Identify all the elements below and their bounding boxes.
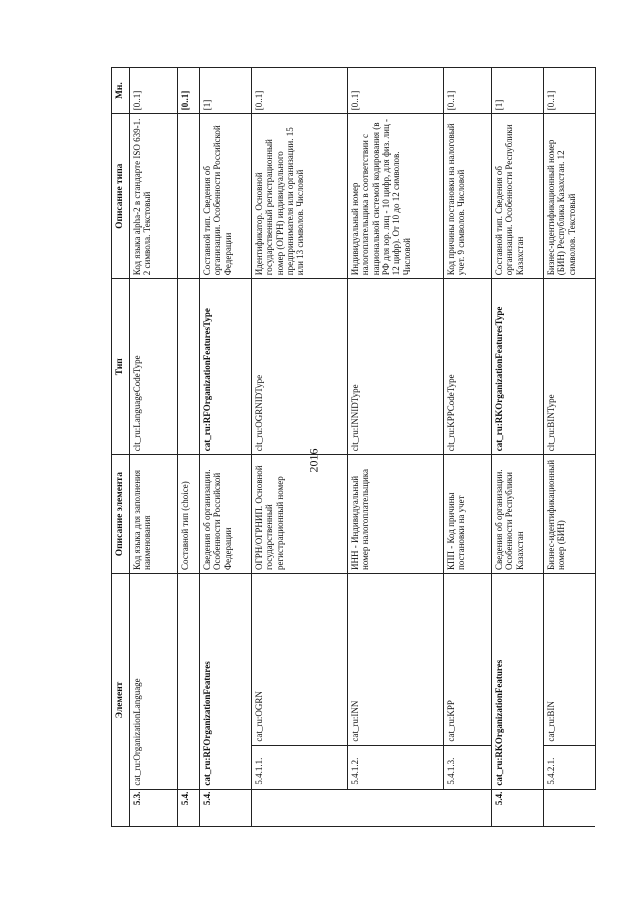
indent-cell <box>443 789 491 826</box>
element-name: cat_ru:BIN <box>543 574 595 746</box>
elements-table <box>111 67 596 827</box>
table-row <box>543 68 595 827</box>
element-name: cat_ru:OGRN <box>251 574 347 746</box>
rotated-content <box>111 67 576 827</box>
element-description: Составной тип (choice) <box>177 455 199 574</box>
type-description: Код причины постановки на налоговый учет. 9 символов. Числовой <box>443 114 491 279</box>
element-name: cat_ru:RFOrganizationFeatures <box>199 574 251 790</box>
multiplicity: [0..1] <box>129 68 177 114</box>
element-name: cat_ru:OrganizationLanguage <box>129 574 177 790</box>
row-number: 5.4.2.1. <box>543 745 595 789</box>
type-name: clt_ru:INNIDType <box>347 279 443 455</box>
type-description: Составной тип. Сведения об организации. Особенности Республики Казахстан <box>491 114 543 279</box>
table-row <box>491 68 543 827</box>
element-description: Сведения об организации. Особенности Республики Казахстан <box>491 455 543 574</box>
multiplicity: [0..1] <box>251 68 347 114</box>
multiplicity: [0..1] <box>347 68 443 114</box>
row-number: 5.4. <box>177 789 199 826</box>
element-name <box>177 574 199 790</box>
element-description: КПП - Код причины постановки на учет <box>443 455 491 574</box>
type-name: cat_ru:RKOrganizationFeaturesType <box>491 279 543 455</box>
type-description: Бизнес-идентификационный номер (БИН) Республика Казахстан. 12 символов. Текстовый <box>543 114 595 279</box>
indent-cell <box>347 789 443 826</box>
header-element: Элемент <box>112 574 130 827</box>
element-description: ОГРН/ОГРНИП. Основной государственный регистрационный номер <box>251 455 347 574</box>
element-name: cat_ru:INN <box>347 574 443 746</box>
type-name: clt_ru:BINType <box>543 279 595 455</box>
type-name <box>177 279 199 455</box>
row-number: 5.4.1.1. <box>251 745 347 789</box>
page-number: 2016 <box>306 448 321 473</box>
element-name: cat_ru:RKOrganizationFeatures <box>491 574 543 790</box>
row-number: 5.4. <box>199 789 251 826</box>
table-row <box>199 68 251 827</box>
header-type: Тип <box>112 279 130 455</box>
type-description: Составной тип. Сведения об организации. Особенности Российской Федерации <box>199 114 251 279</box>
multiplicity: [0..1] <box>543 68 595 114</box>
type-name: clt_ru:LanguageCodeType <box>129 279 177 455</box>
element-name: cat_ru:KPP <box>443 574 491 746</box>
row-number: 5.4. <box>491 789 543 826</box>
table-row <box>129 68 177 827</box>
type-name: clt_ru:OGRNIDType <box>251 279 347 455</box>
multiplicity: [0..1] <box>177 68 199 114</box>
indent-cell <box>251 789 347 826</box>
element-description: Код языка для заполнения наименования <box>129 455 177 574</box>
indent-cell <box>543 789 595 826</box>
table-row <box>347 68 443 827</box>
type-name: clt_ru:KPPCodeType <box>443 279 491 455</box>
element-description: Сведения об организации. Особенности Российской Федерации <box>199 455 251 574</box>
type-description <box>177 114 199 279</box>
table-row <box>443 68 491 827</box>
multiplicity: [1] <box>199 68 251 114</box>
element-description: ИНН - Индивидуальный номер налогоплательщика <box>347 455 443 574</box>
multiplicity: [0..1] <box>443 68 491 114</box>
table-row <box>251 68 347 827</box>
element-description: Бизнес-идентификационный номер (БИН) <box>543 455 595 574</box>
type-description: Идентификатор. Основной государственный регистрационный номер (ОГРН) индивидуального предпринимателя или организации. 15 или 13 символов. Числовой <box>251 114 347 279</box>
header-type-desc: Описание типа <box>112 114 130 279</box>
row-number: 5.4.1.3. <box>443 745 491 789</box>
header-row <box>112 68 130 827</box>
multiplicity: [1] <box>491 68 543 114</box>
type-description: Код языка alpha-2 в стандарте ISO 639-1. 2 символа. Текстовый <box>129 114 177 279</box>
type-name: cat_ru:RFOrganizationFeaturesType <box>199 279 251 455</box>
header-element-desc: Описание элемента <box>112 455 130 574</box>
header-mn: Мн. <box>112 68 130 114</box>
type-description: Индивидуальный номер налогоплательщика в соответствии с национальной системой кодирования (в РФ для юр. лиц - 10 цифр, для физ. лиц - 12 цифр). От 10 до 12 символов. Числовой <box>347 114 443 279</box>
row-number: 5.4.1.2. <box>347 745 443 789</box>
row-number: 5.3. <box>129 789 177 826</box>
rotated-page <box>111 67 576 827</box>
table-row <box>177 68 199 827</box>
